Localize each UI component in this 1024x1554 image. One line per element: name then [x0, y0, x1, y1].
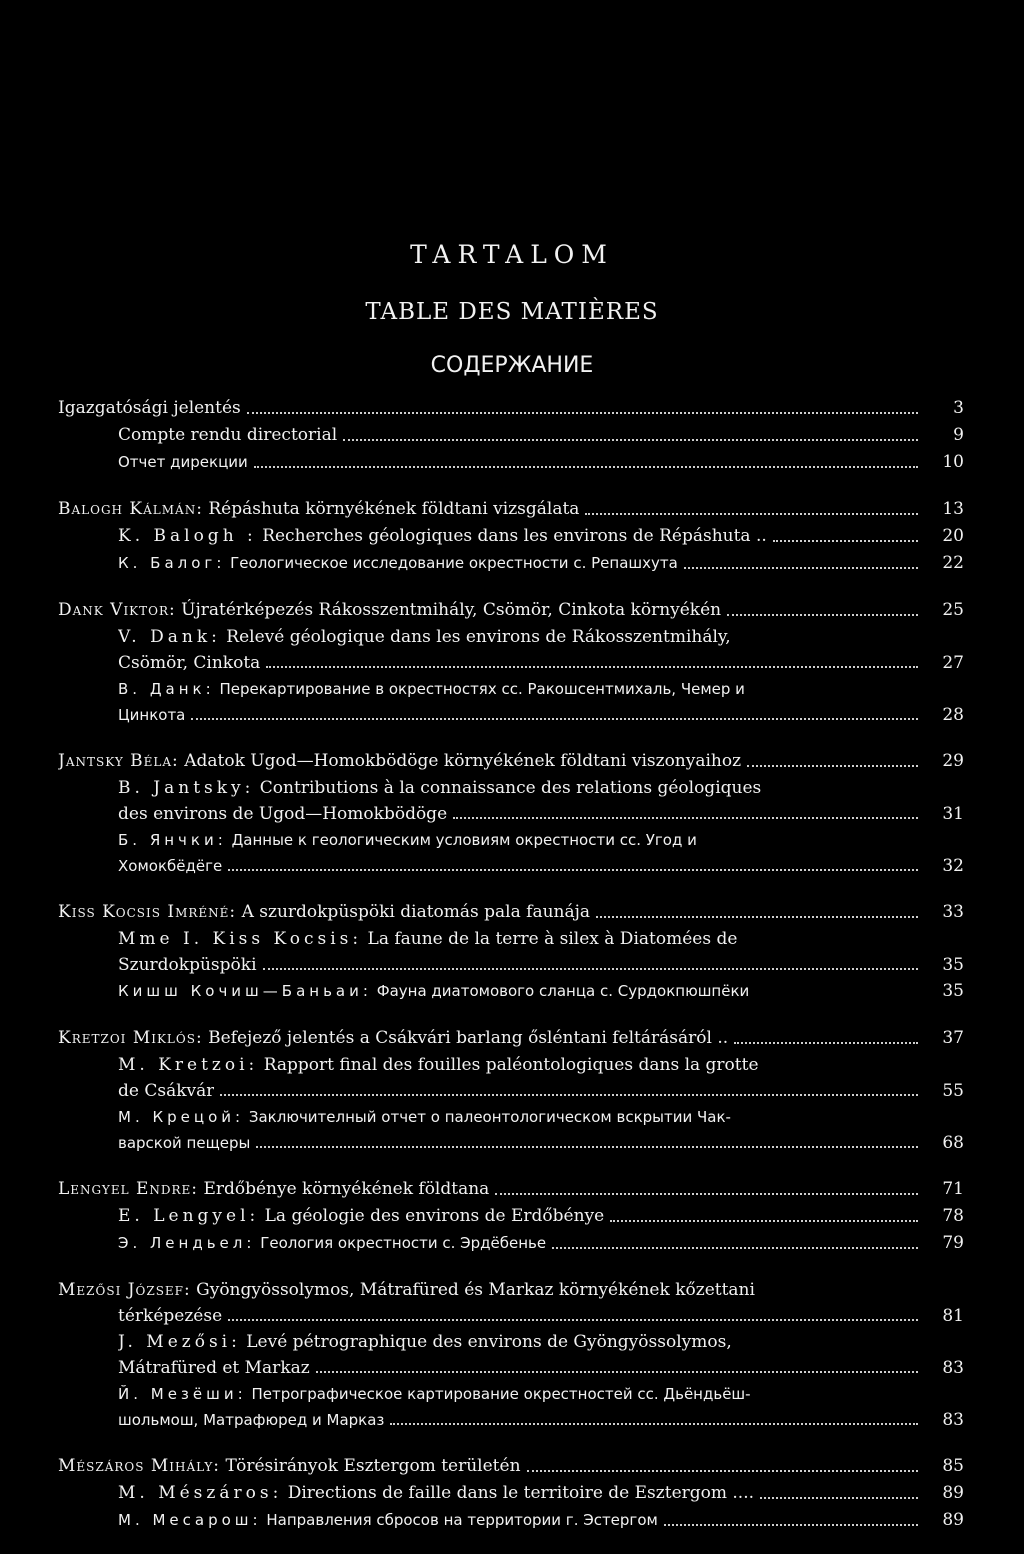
- toc-title: Törésirányok Esztergom területén: [225, 1456, 521, 1476]
- dot-leader: [266, 665, 918, 668]
- toc-entry: [58, 1025, 964, 1052]
- dot-leader: [453, 816, 918, 819]
- toc-author: Кишш Кочиш—Баньаи:: [118, 982, 372, 1000]
- toc-entry-text: [58, 748, 741, 775]
- toc-title: Adatok Ugod—Homokbödöge környékének földtani viszonyaihoz: [184, 751, 742, 771]
- page-number: 33: [942, 902, 964, 922]
- toc-entry-text: [118, 775, 761, 802]
- toc-entry-text: [118, 676, 745, 703]
- dot-leader: [585, 512, 918, 515]
- toc-author: V. Dank:: [118, 627, 221, 647]
- toc-entry: [58, 624, 964, 651]
- toc-author: М. Месарош:: [118, 1511, 262, 1529]
- page-number: 81: [942, 1306, 964, 1326]
- toc-group: [58, 1176, 964, 1257]
- toc-entry-text: [58, 496, 579, 523]
- toc-title: La géologie des environs de Erdőbénye: [264, 1206, 605, 1226]
- dot-leader: [760, 1496, 918, 1499]
- toc-entry: [58, 1277, 964, 1304]
- dot-leader: [228, 1318, 918, 1321]
- toc-title: Relevé géologique dans les environs de Rákosszentmihály,: [226, 627, 731, 647]
- toc-title: Szurdokpüspöki: [118, 955, 257, 975]
- toc-title: Befejező jelentés a Csákvári barlang ősléntani feltárásáról ..: [208, 1028, 729, 1048]
- toc-title: Levé pétrographique des environs de Gyöngyössolymos,: [246, 1332, 732, 1352]
- toc-entry-text: [118, 802, 447, 827]
- toc-author: Э. Лендьел:: [118, 1234, 256, 1252]
- toc-entry-text: [58, 1176, 489, 1203]
- toc-title: La faune de la terre à silex à Diatomées de: [367, 929, 738, 949]
- page-number: 78: [942, 1206, 964, 1226]
- toc-title: Contributions à la connaissance des relations géologiques: [259, 778, 762, 798]
- toc-entry: [58, 651, 964, 676]
- toc-author: К. Балог:: [118, 554, 226, 572]
- toc-entry: [58, 827, 964, 854]
- toc-title: Répáshuta környékének földtani vizsgálata: [208, 499, 580, 519]
- dot-leader: [247, 411, 918, 414]
- toc-title: Compte rendu directorial: [118, 425, 338, 445]
- toc-entry: [58, 1176, 964, 1203]
- toc-group: [58, 1277, 964, 1433]
- toc-group: [58, 1453, 964, 1534]
- dot-leader: [727, 613, 918, 616]
- table-of-contents: [58, 395, 964, 1554]
- toc-title: Перекартирование в окрестностях сс. Ракошсентмихаль, Чемер и: [219, 680, 745, 698]
- toc-group: [58, 1025, 964, 1156]
- page-number: 31: [942, 804, 964, 824]
- toc-title: A szurdokpüspöki diatomás pala faunája: [241, 902, 591, 922]
- toc-entry: [58, 1104, 964, 1131]
- toc-entry: [58, 1480, 964, 1507]
- toc-entry-text: [58, 1453, 521, 1480]
- page-number: 20: [942, 526, 964, 546]
- toc-entry: [58, 1408, 964, 1433]
- page-number: 83: [942, 1410, 964, 1430]
- toc-author: Kretzoi Miklós:: [58, 1028, 203, 1048]
- toc-entry-text: [118, 854, 222, 879]
- page-number: 9: [953, 425, 964, 445]
- toc-entry-text: [118, 1203, 604, 1230]
- toc-entry-text: [118, 1079, 214, 1104]
- toc-entry: [58, 550, 964, 577]
- toc-entry-text: [118, 1507, 658, 1534]
- toc-title: Геология окрестности с. Эрдёбенье: [260, 1234, 547, 1252]
- toc-entry-text: [118, 953, 257, 978]
- toc-entry-text: [118, 1104, 731, 1131]
- page-number: 28: [942, 705, 964, 725]
- toc-entry: [58, 1356, 964, 1381]
- page-number: 71: [942, 1179, 964, 1199]
- toc-entry-text: [118, 523, 767, 550]
- toc-title: Directions de faille dans le territoire de Esztergom ....: [287, 1483, 755, 1503]
- page-number: 3: [953, 398, 964, 418]
- dot-leader: [228, 868, 918, 871]
- toc-entry-text: [118, 1356, 310, 1381]
- toc-author: Kiss Kocsis Imréné:: [58, 902, 237, 922]
- toc-author: Б. Янчки:: [118, 831, 227, 849]
- toc-author: М. Крецой:: [118, 1108, 245, 1126]
- toc-title: варской пещеры: [118, 1134, 251, 1152]
- toc-title: Хомокбёдёге: [118, 857, 223, 875]
- toc-group: [58, 395, 964, 476]
- toc-entry-text: [118, 827, 697, 854]
- title-french: TABLE DES MATIÈRES: [365, 299, 659, 325]
- page-number: 10: [942, 452, 964, 472]
- dot-leader: [773, 539, 918, 542]
- toc-author: E. Lengyel:: [118, 1206, 260, 1226]
- toc-entry-text: [58, 395, 241, 422]
- toc-title: Újratérképezés Rákosszentmihály, Csömör, Cinkota környékén: [181, 600, 722, 620]
- page-number: 79: [942, 1233, 964, 1253]
- toc-entry: [58, 1304, 964, 1329]
- toc-author: Mészáros Mihály:: [58, 1456, 221, 1476]
- toc-entry: [58, 422, 964, 449]
- page-number: 13: [942, 499, 964, 519]
- toc-entry: [58, 1329, 964, 1356]
- dot-leader: [495, 1192, 918, 1195]
- toc-entry-text: [118, 978, 749, 1005]
- page-number: 55: [942, 1081, 964, 1101]
- toc-entry: [58, 1131, 964, 1156]
- toc-author: B. Jantsky:: [118, 778, 255, 798]
- toc-entry: [58, 1453, 964, 1480]
- toc-entry-text: [118, 1329, 732, 1356]
- toc-title: Gyöngyössolymos, Mátrafüred és Markaz környékének kőzettani: [196, 1280, 755, 1300]
- toc-title: Данные к геологическим условиям окрестности сс. Угод и: [231, 831, 697, 849]
- toc-entry-text: [118, 624, 731, 651]
- toc-entry: [58, 1230, 964, 1257]
- toc-entry-text: [118, 1381, 751, 1408]
- dot-leader: [527, 1469, 918, 1472]
- toc-entry: [58, 1507, 964, 1534]
- toc-entry-text: [118, 550, 678, 577]
- toc-entry-text: [118, 1230, 546, 1257]
- toc-entry: [58, 449, 964, 476]
- toc-title: Igazgatósági jelentés: [58, 398, 241, 418]
- dot-leader: [664, 1523, 918, 1526]
- page-number: 37: [942, 1028, 964, 1048]
- page-number: 89: [942, 1510, 964, 1530]
- toc-author: J. Mezősi:: [118, 1332, 241, 1352]
- dot-leader: [552, 1246, 918, 1249]
- toc-author: Й. Мезёши:: [118, 1385, 247, 1403]
- toc-title: Csömör, Cinkota: [118, 653, 261, 673]
- page-number: 32: [942, 856, 964, 876]
- toc-entry: [58, 926, 964, 953]
- page-number: 25: [942, 600, 964, 620]
- toc-entry-text: [118, 926, 737, 953]
- page-number: 29: [942, 751, 964, 771]
- toc-title: de Csákvár: [118, 1081, 215, 1101]
- toc-entry: [58, 1079, 964, 1104]
- toc-author: Mme I. Kiss Kocsis:: [118, 929, 363, 949]
- toc-group: [58, 496, 964, 577]
- toc-title: Фауна диатомового сланца с. Сурдокпюшпёки: [376, 982, 750, 1000]
- toc-group: [58, 748, 964, 879]
- toc-title: Направления сбросов на территории г. Эстергом: [266, 1511, 658, 1529]
- toc-entry-text: [58, 597, 721, 624]
- dot-leader: [596, 915, 918, 918]
- toc-author: M. Kretzoi:: [118, 1055, 259, 1075]
- page-number: 35: [942, 981, 964, 1001]
- toc-entry-text: [118, 1480, 754, 1507]
- dot-leader: [343, 438, 918, 441]
- toc-title: térképezése: [118, 1306, 223, 1326]
- toc-entry: [58, 1052, 964, 1079]
- toc-entry-text: [58, 899, 590, 926]
- toc-entry: [58, 1203, 964, 1230]
- toc-title: Mátrafüred et Markaz: [118, 1358, 310, 1378]
- dot-leader: [191, 717, 918, 720]
- dot-leader: [747, 764, 918, 767]
- toc-entry-text: [118, 703, 185, 728]
- toc-title: Петрографическое картирование окрестностей сс. Дьёндьёш-: [251, 1385, 751, 1403]
- dot-leader: [256, 1145, 918, 1148]
- dot-leader: [684, 566, 918, 569]
- toc-entry: [58, 802, 964, 827]
- toc-entry-text: [118, 1304, 222, 1329]
- dot-leader: [734, 1041, 918, 1044]
- title-hungarian: TARTALOM: [410, 240, 614, 269]
- toc-entry: [58, 523, 964, 550]
- toc-entry: [58, 854, 964, 879]
- toc-entry: [58, 676, 964, 703]
- page-number: 83: [942, 1358, 964, 1378]
- toc-author: Lengyel Endre:: [58, 1179, 199, 1199]
- toc-author: Jantsky Béla:: [58, 751, 179, 771]
- page-number: 22: [942, 553, 964, 573]
- toc-group: [58, 899, 964, 1005]
- dot-leader: [610, 1219, 918, 1222]
- page-number: 85: [942, 1456, 964, 1476]
- toc-title: des environs de Ugod—Homokbödöge: [118, 804, 448, 824]
- toc-entry: [58, 395, 964, 422]
- toc-entry: [58, 597, 964, 624]
- toc-entry: [58, 496, 964, 523]
- headings: [0, 238, 1024, 382]
- toc-author: Balogh Kálmán:: [58, 499, 203, 519]
- toc-entry: [58, 978, 964, 1005]
- toc-entry: [58, 748, 964, 775]
- dot-leader: [316, 1370, 918, 1373]
- toc-author: В. Данк:: [118, 680, 215, 698]
- toc-entry: [58, 899, 964, 926]
- page-number: 68: [942, 1133, 964, 1153]
- toc-author: M. Mészáros:: [118, 1483, 283, 1503]
- toc-entry-text: [58, 1277, 755, 1304]
- toc-author: Dank Viktor:: [58, 600, 176, 620]
- page-number: 35: [942, 955, 964, 975]
- toc-author: K. Balogh :: [118, 526, 257, 546]
- toc-entry-text: [118, 1052, 759, 1079]
- toc-entry-text: [118, 1131, 250, 1156]
- toc-entry: [58, 703, 964, 728]
- toc-entry-text: [118, 422, 337, 449]
- toc-author: Mezősi József:: [58, 1280, 191, 1300]
- toc-title: Rapport final des fouilles paléontologiques dans la grotte: [263, 1055, 759, 1075]
- toc-entry-text: [58, 1025, 728, 1052]
- dot-leader: [220, 1093, 918, 1096]
- page-number: 89: [942, 1483, 964, 1503]
- toc-title: Erdőbénye környékének földtana: [203, 1179, 490, 1199]
- toc-entry-text: [118, 1408, 384, 1433]
- toc-group: [58, 597, 964, 728]
- title-russian: СОДЕРЖАНИЕ: [430, 353, 594, 378]
- toc-entry-text: [118, 449, 248, 476]
- toc-entry: [58, 1381, 964, 1408]
- toc-entry: [58, 775, 964, 802]
- dot-leader: [390, 1422, 918, 1425]
- toc-title: шольмош, Матрафюред и Марказ: [118, 1411, 385, 1429]
- toc-entry: [58, 953, 964, 978]
- toc-title: Отчет дирекции: [118, 453, 248, 471]
- toc-entry-text: [118, 651, 260, 676]
- toc-title: Геологическое исследование окрестности с. Репашхута: [230, 554, 678, 572]
- toc-title: Заключителный отчет о палеонтологическом вскрытии Чак-: [248, 1108, 731, 1126]
- toc-title: Recherches géologiques dans les environs de Répáshuta ..: [262, 526, 767, 546]
- dot-leader: [254, 465, 918, 468]
- page-number: 27: [942, 653, 964, 673]
- toc-title: Цинкота: [118, 706, 186, 724]
- dot-leader: [263, 967, 918, 970]
